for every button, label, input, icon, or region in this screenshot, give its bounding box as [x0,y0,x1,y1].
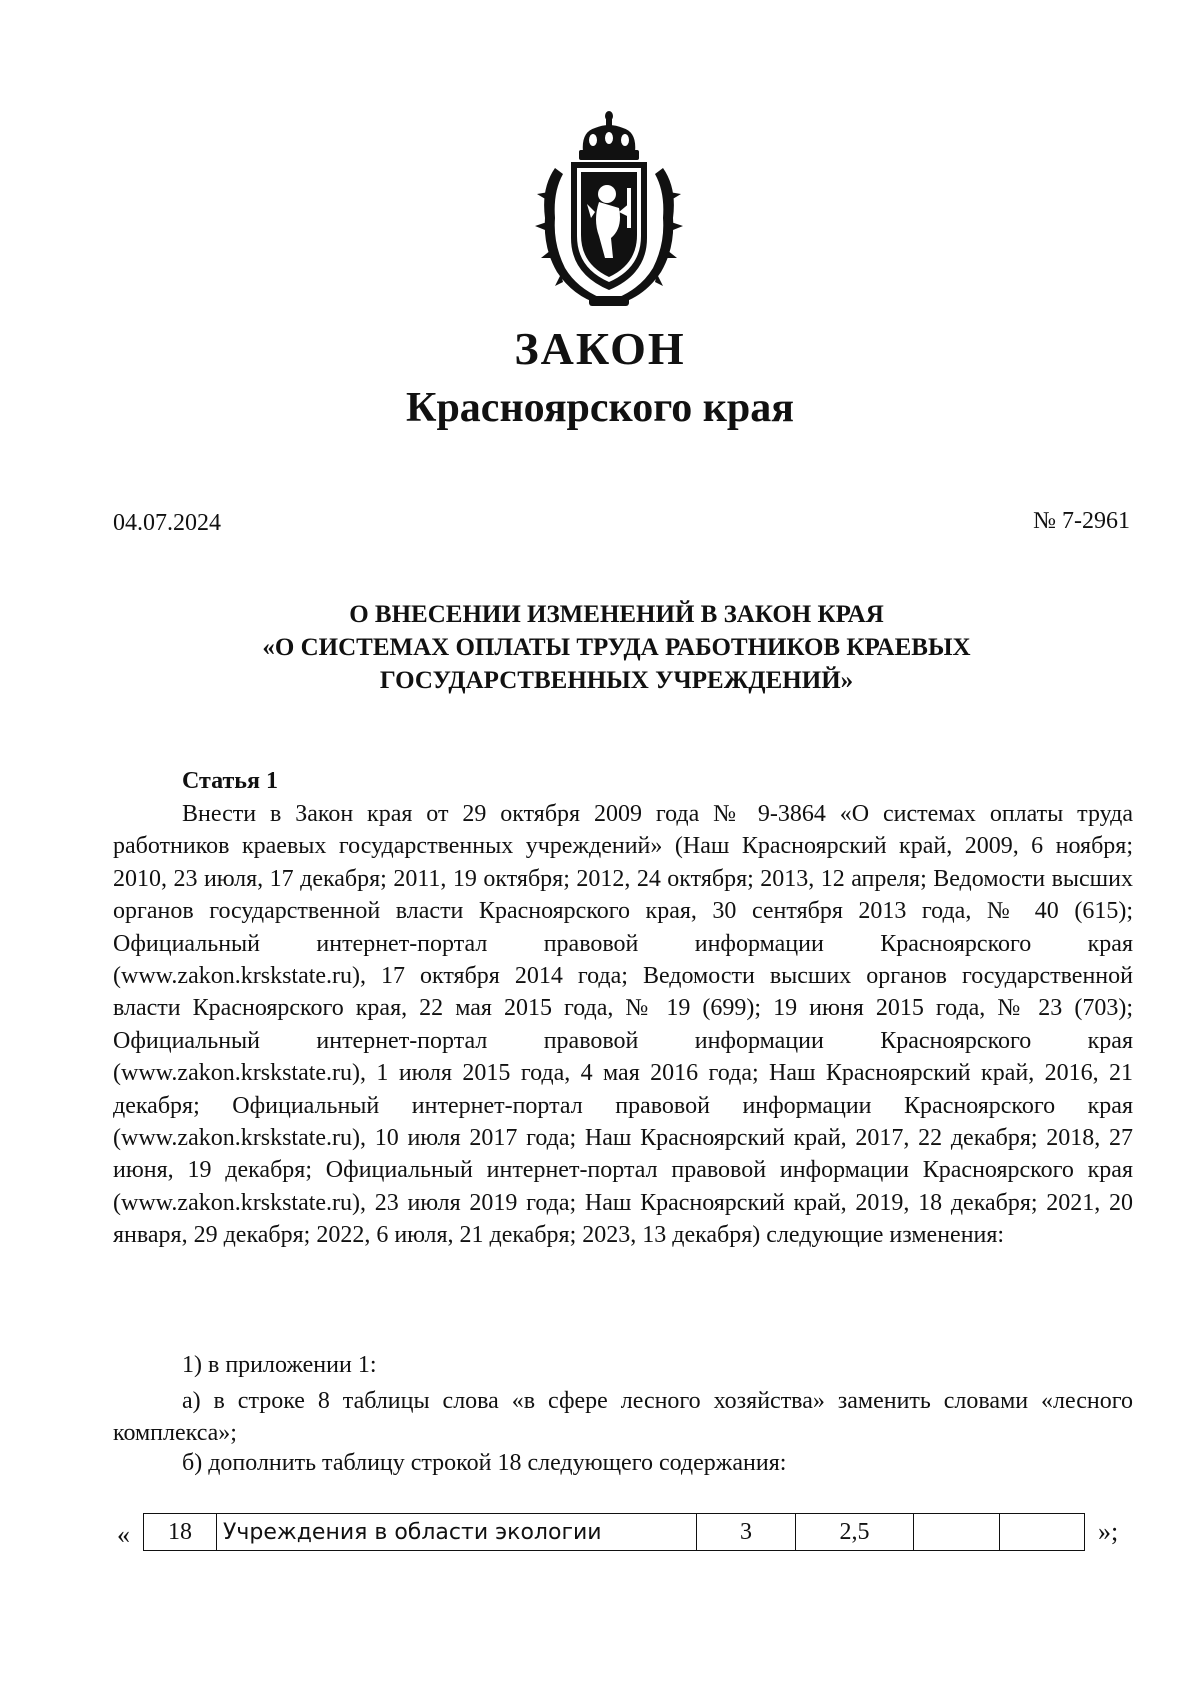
row-value-1-cell: 3 [697,1514,796,1551]
item-a-text: а) в строке 8 таблицы слова «в сфере лесного хозяйства» заменить словами «лесного комплекса»; [113,1388,1133,1447]
law-number: № 7-2961 [1033,508,1130,534]
heading-line: О ВНЕСЕНИИ ИЗМЕНЕНИЙ В ЗАКОН КРАЯ [349,601,884,628]
row-value-4-cell [1000,1514,1085,1551]
document-subtitle: Красноярского края [405,385,795,431]
item-1-text: 1) в приложении 1: [182,1352,377,1378]
document-title: ЗАКОН [514,323,686,374]
article-title: Статья 1 [182,768,278,794]
item-b-text: б) дополнить таблицу строкой 18 следующего содержания: [182,1450,787,1476]
row-value-2-cell: 2,5 [796,1514,914,1551]
law-date: 04.07.2024 [113,510,221,536]
law-heading [0,598,1200,697]
article-intro-paragraph: Внести в Закон края от 29 октября 2009 года № 9-3864 «О системах оплаты труда работников краевых государственных учреждений» (Наш Красноярский край, 2009, 6 ноября; 2010, 23 июля, 17 декабря; 2011, 19 октября; 2012, 24 октября; 2013, 12 апреля; Ведомости высших органов государственной власти Красноярского края, 30 сентября 2013 года, № 40 (615); Официальный интернет-портал правовой информации Красноярского края (www.zakon.krskstate.ru), 17 октября 2014 года; Ведомости высших органов государственной власти Красноярского края, 22 мая 2015 года, № 19 (699); 19 июня 2015 года, № 23 (703); Официальный интернет-портал правовой информации Красноярского края (www.zakon.krskstate.ru), 1 июля 2015 года, 4 мая 2016 года; Наш Красноярский край, 2016, 21 декабря; Официальный интернет-портал правовой информации Красноярского края (www.zakon.krskstate.ru), 10 июля 2017 года; Наш Красноярский край, 2017, 22 декабря; 2018, 27 июня, 19 декабря; Официальный интернет-портал правовой информации Красноярского края (www.zakon.krskstate.ru), 23 июля 2019 года; Наш Красноярский край, 2019, 18 декабря; 2021, 20 января, 29 декабря; 2022, 6 июля, 21 декабря; 2023, 13 декабря) следующие изменения: [113,801,1133,1249]
row-number-cell: 18 [144,1514,217,1551]
row-value-3-cell [914,1514,1000,1551]
heading-line: «О СИСТЕМАХ ОПЛАТЫ ТРУДА РАБОТНИКОВ КРАЕВЫХ [262,634,971,661]
table-row-18 [143,1513,1085,1551]
open-quote: « [117,1520,130,1549]
coat-of-arms-emblem [533,108,685,312]
heading-line: ГОСУДАРСТВЕННЫХ УЧРЕЖДЕНИЙ» [379,667,854,694]
row-name-cell: Учреждения в области экологии [217,1514,697,1551]
table-row [144,1514,1085,1551]
close-quote: »; [1098,1517,1119,1546]
